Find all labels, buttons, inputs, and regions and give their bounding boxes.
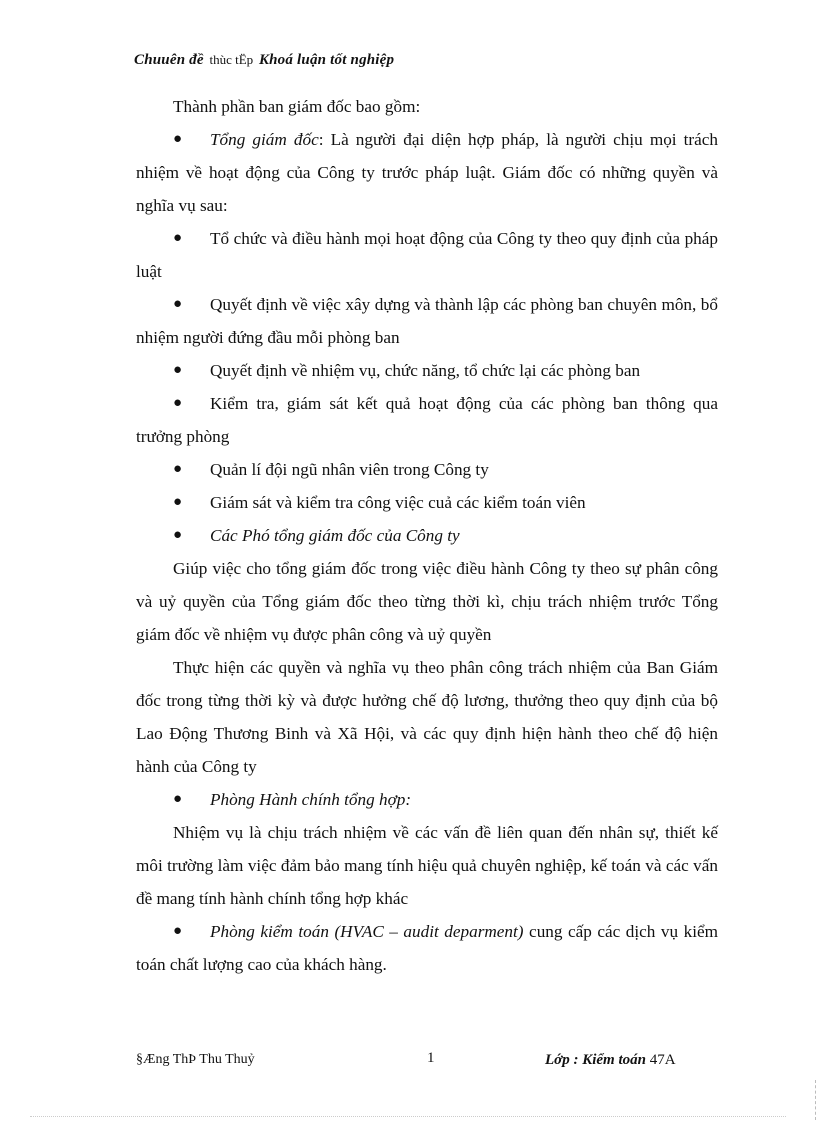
footer-author: §Æng ThÞ Thu Thuỷ: [136, 1052, 255, 1067]
header-part-1: Chuuên đề: [134, 52, 204, 68]
running-header: [134, 52, 394, 69]
paragraph-text: Thực hiện các quyền và nghĩa vụ theo phân công trách nhiệm của Ban Giám đốc trong từng thời kỳ và được hưởng chế độ lương, thưởng theo quy định của bộ Lao Động Thương Binh và Xã Hội, và các quy định hiện hành theo chế độ hiện hành của Công ty: [136, 658, 718, 776]
bullet-dot-icon: ●: [173, 362, 183, 378]
paragraph-text: Tổ chức và điều hành mọi hoạt động của Công ty theo quy định của pháp luật: [136, 229, 718, 281]
footer-class-label: Lớp : Kiểm toán: [545, 1052, 646, 1068]
bullet-dot-icon: ●: [173, 527, 183, 543]
bullet-dot-icon: ●: [173, 230, 183, 246]
paragraph-text: Quản lí đội ngũ nhân viên trong Công ty: [210, 460, 489, 479]
bullet-item: [136, 486, 718, 519]
paragraph-text: Thành phần ban giám đốc bao gồm:: [173, 97, 421, 116]
bullet-dot-icon: ●: [173, 791, 183, 807]
document-body: [136, 90, 718, 981]
bullet-item: [136, 519, 718, 552]
bullet-item: [136, 783, 718, 816]
bullet-dot-icon: ●: [173, 494, 183, 510]
paragraph-text: Nhiệm vụ là chịu trách nhiệm về các vấn đề liên quan đến nhân sự, thiết kế môi trường làm việc đảm bảo mang tính hiệu quả chuyên nghiệp, kế toán và các vấn đề mang tính hành chính tổng hợp khác: [136, 823, 718, 908]
bullet-item: [136, 453, 718, 486]
paragraph: [136, 552, 718, 651]
bullet-dot-icon: ●: [173, 395, 183, 411]
paragraph-text: Kiểm tra, giám sát kết quả hoạt động của các phòng ban thông qua trưởng phòng: [136, 394, 718, 446]
paragraph-text: cung cấp các dịch vụ kiểm toán chất lượng cao của khách hàng.: [136, 922, 718, 974]
page-number: 1: [427, 1050, 435, 1066]
bullet-lead: Phòng kiểm toán (HVAC – audit deparment): [210, 922, 524, 941]
bullet-item: [136, 222, 718, 288]
bullet-item: [136, 387, 718, 453]
bullet-item: [136, 123, 718, 222]
bullet-lead: Tổng giám đốc: [210, 130, 319, 149]
paragraph: [136, 651, 718, 783]
paragraph-text: : Là người đại diện hợp pháp, là người chịu mọi trách nhiệm về hoạt động của Công ty trước pháp luật. Giám đốc có những quyền và nghĩa vụ sau:: [136, 130, 719, 215]
bullet-dot-icon: ●: [173, 296, 183, 312]
header-part-2: thùc tËp: [209, 52, 254, 67]
margin-marker: [809, 1080, 816, 1120]
paragraph-text: Giám sát và kiểm tra công việc cuả các kiểm toán viên: [210, 493, 586, 512]
paragraph-text: Quyết định về nhiệm vụ, chức năng, tổ chức lại các phòng ban: [210, 361, 641, 380]
paragraph-text: Quyết định về việc xây dựng và thành lập các phòng ban chuyên môn, bổ nhiệm người đứng đầu mỗi phòng ban: [136, 295, 718, 347]
bullet-lead: Phòng Hành chính tổng hợp:: [210, 790, 412, 809]
footer-rule: [134, 1040, 718, 1041]
bullet-item: [136, 288, 718, 354]
paragraph: [136, 90, 718, 123]
bullet-dot-icon: ●: [173, 923, 183, 939]
bullet-dot-icon: ●: [173, 131, 183, 147]
footer-class: [545, 1052, 676, 1069]
bullet-lead: Các Phó tổng giám đốc của Công ty: [210, 526, 460, 545]
bullet-item: [136, 354, 718, 387]
page-edge-marker: [30, 1116, 786, 1118]
bullet-item: [136, 915, 718, 981]
header-part-3: Khoá luận tốt nghiệp: [258, 52, 395, 68]
paragraph-text: Giúp việc cho tổng giám đốc trong việc điều hành Công ty theo sự phân công và uỷ quyền của Tổng giám đốc theo từng thời kì, chịu trách nhiệm trước Tổng giám đốc về nhiệm vụ được phân công và uỷ quyền: [136, 559, 718, 644]
footer-class-value: 47A: [649, 1052, 676, 1068]
bullet-dot-icon: ●: [173, 461, 183, 477]
paragraph: [136, 816, 718, 915]
